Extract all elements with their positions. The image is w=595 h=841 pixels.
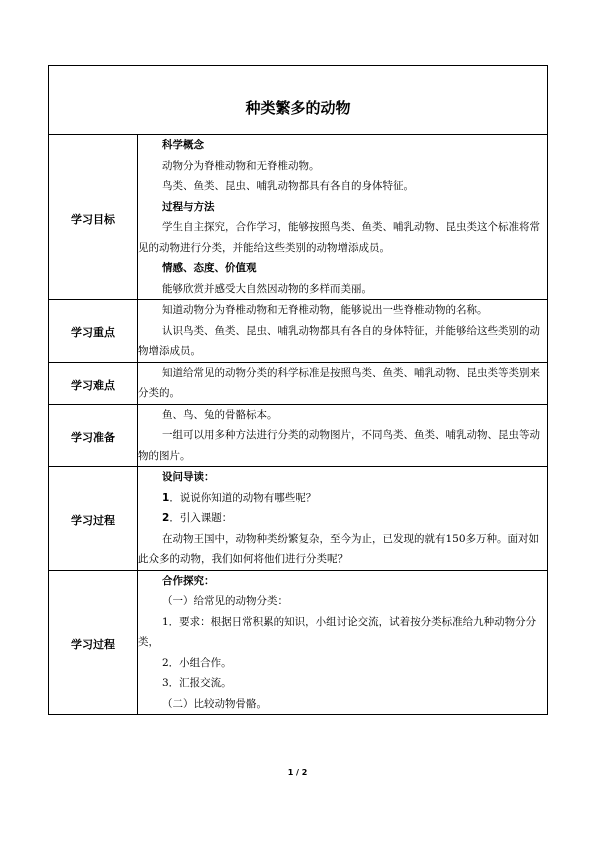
content-line: 知道动物分为脊椎动物和无脊椎动物，能够说出一些脊椎动物的名称。 <box>162 304 488 316</box>
row-key-points <box>49 300 548 363</box>
content-line: 1．要求：根据日常积累的知识，小组讨论交流，试着按分类标准给九种动物分分类， <box>138 615 537 648</box>
section-heading: 合作探究： <box>162 574 215 587</box>
row-label: 学习过程 <box>71 513 115 527</box>
row-label-cell <box>49 135 138 300</box>
section-heading: 科学概念 <box>162 139 204 151</box>
content-line: 2．小组合作。 <box>162 656 232 669</box>
row-content-cell <box>138 300 548 363</box>
numbered-line <box>138 508 547 529</box>
row-preparation <box>49 404 548 467</box>
content-line: 知道给常见的动物分类的科学标准是按照鸟类、鱼类、哺乳动物、昆虫类等类别来分类的。 <box>138 366 540 399</box>
row-content-cell <box>138 135 548 300</box>
content-line: 鸟类、鱼类、昆虫、哺乳动物都具有各自的身体特征。 <box>162 180 414 192</box>
row-content-cell <box>138 467 548 571</box>
row-label-cell <box>49 570 138 715</box>
section-heading: 情感、态度、价值观 <box>162 262 257 274</box>
row-label-cell <box>49 362 138 404</box>
page-number: 1 / 2 <box>287 768 308 777</box>
lesson-plan-table <box>48 65 548 715</box>
section-heading: 过程与方法 <box>162 200 215 213</box>
numbered-line <box>138 488 547 509</box>
row-content-cell <box>138 570 548 715</box>
content-line: 鱼、鸟、兔的骨骼标本。 <box>162 408 278 421</box>
item-text: ．引入课题： <box>169 512 233 524</box>
row-difficulties <box>49 362 548 404</box>
document-title: 种类繁多的动物 <box>245 98 351 117</box>
content-line: 一组可以用多种方法进行分类的动物图片，不同鸟类、鱼类、哺乳动物、昆虫等动物的图片。 <box>138 429 540 462</box>
title-row <box>49 66 548 135</box>
row-label: 学习难点 <box>71 378 115 392</box>
row-label-cell <box>49 300 138 363</box>
content-line: 学生自主探究，合作学习，能够按照鸟类、鱼类、哺乳动物、昆虫类这个标准将常见的动物进行分类，并能给这些类别的动物增添成员。 <box>138 221 540 254</box>
row-label-cell <box>49 404 138 467</box>
item-text: ．说说你知道的动物有哪些呢？ <box>169 491 317 504</box>
row-label-cell <box>49 467 138 571</box>
item-number: 1 <box>162 491 170 504</box>
content-line: 能够欣赏并感受大自然因动物的多样而美丽。 <box>162 282 372 295</box>
row-process-2 <box>49 570 548 715</box>
row-label: 学习重点 <box>71 326 115 340</box>
section-heading: 设问导读： <box>162 471 215 483</box>
content-line: 3．汇报交流。 <box>162 677 232 689</box>
content-line: 认识鸟类、鱼类、昆虫、哺乳动物都具有各自的身体特征，并能够给这些类别的动物增添成员。 <box>138 324 540 357</box>
item-number: 2 <box>162 512 170 524</box>
row-learning-objectives <box>49 135 548 300</box>
content-line: 动物分为脊椎动物和无脊椎动物。 <box>162 159 320 172</box>
row-label: 学习目标 <box>71 212 115 226</box>
row-content-cell <box>138 404 548 467</box>
content-line: （二）比较动物骨骼。 <box>162 697 267 710</box>
row-content-cell <box>138 362 548 404</box>
title-cell <box>49 66 548 135</box>
row-process-1 <box>49 467 548 571</box>
row-label: 学习过程 <box>71 637 115 651</box>
content-line: （一）给常见的动物分类： <box>162 595 288 607</box>
content-line: 在动物王国中，动物种类纷繁复杂，至今为止，已发现的就有150多万种。面对如此众多的动物，我们如何将他们进行分类呢？ <box>138 532 540 565</box>
row-label: 学习准备 <box>71 430 115 444</box>
